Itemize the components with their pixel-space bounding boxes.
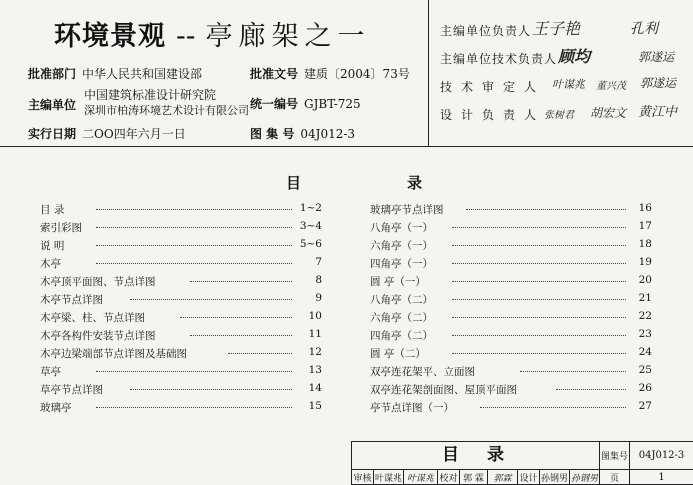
signature-name: 胡宏文 [590, 106, 627, 120]
toc-item [370, 400, 652, 418]
signature-row-tech-review [440, 72, 685, 98]
title-block-atlas-label: 图集号 [600, 442, 630, 470]
toc-item-page: 5~6 [299, 238, 322, 250]
toc-item-title: 木亭梁、柱、节点详图 [40, 312, 145, 324]
signature-role: 技术审定人 [440, 80, 546, 94]
impl-date-value: 二OO四年六月一日 [82, 127, 186, 141]
signature-name: 顾均 [558, 47, 591, 66]
toc-item-title: 八角亭（二） [370, 294, 433, 306]
signature-name: 黄江中 [638, 105, 678, 120]
check-signature: 郭霖 [488, 470, 518, 485]
impl-date-label: 实行日期 [28, 127, 77, 141]
toc-heading-right: 录 [407, 174, 423, 192]
check-label: 校对 [438, 470, 460, 485]
editor-unit-row [28, 88, 248, 120]
toc-item-title: 说 明 [40, 240, 65, 252]
approval-doc-label: 批准文号 [250, 67, 299, 81]
toc-item-page: 20 [638, 274, 652, 286]
signature-name: 叶谋兆 [552, 78, 585, 91]
design-name: 孙钢男 [540, 470, 570, 485]
toc-item-page: 9 [315, 292, 322, 304]
toc-item-page: 27 [638, 400, 652, 412]
toc-item-page: 21 [638, 292, 652, 304]
signature-role: 设计负责人 [440, 108, 546, 122]
title-main: 环境景观 [54, 21, 166, 52]
toc-item-page: 18 [638, 238, 652, 250]
toc-item-title: 玻璃亭 [40, 402, 72, 414]
header-info [28, 8, 428, 148]
atlas-no-label: 图 集 号 [250, 127, 295, 141]
review-label: 审核 [352, 470, 374, 485]
signature-name: 董兴茂 [596, 81, 626, 92]
toc-item-page: 7 [315, 256, 322, 268]
toc-item [40, 400, 322, 418]
toc-item-page: 19 [638, 256, 652, 268]
editor-unit-label: 主编单位 [28, 98, 77, 112]
review-signature: 叶谋兆 [404, 470, 438, 485]
unified-no-value: GJBT-725 [304, 97, 361, 111]
toc-item-title: 玻璃亭节点详图 [370, 204, 444, 216]
toc-item [370, 382, 652, 400]
toc-item-title: 六角亭（二） [370, 312, 433, 324]
toc-item [40, 220, 322, 238]
toc-item-page: 15 [308, 400, 322, 412]
toc-item-title: 圆 亭（二） [370, 348, 426, 360]
design-signature: 孙钢男 [570, 470, 600, 485]
toc-item [40, 256, 322, 274]
signature-name: 王子艳 [532, 19, 581, 38]
page-label: 页 [600, 470, 630, 485]
toc-item-title: 木亭边梁端部节点详图及基础图 [40, 348, 187, 360]
signature-row-chief-editor [440, 16, 685, 42]
header-divider-vertical [428, 0, 429, 146]
unified-no-label: 统一编号 [250, 97, 299, 111]
toc-item-title: 草亭节点详图 [40, 384, 103, 396]
header-divider-horizontal [0, 146, 693, 147]
toc-item [370, 328, 652, 346]
signature-name: 郭遂运 [638, 50, 675, 64]
toc-item-title: 目 录 [40, 204, 65, 216]
signature-role: 主编单位技术负责人 [440, 52, 558, 66]
toc-item-page: 25 [638, 364, 652, 376]
editor-unit-line2: 深圳市柏涛环境艺术设计有限公司 [84, 104, 249, 117]
signature-name: 孔利 [630, 21, 658, 37]
page-number: 1 [630, 470, 693, 485]
review-name: 叶谋兆 [374, 470, 404, 485]
page-title [54, 14, 371, 53]
toc-item [370, 256, 652, 274]
toc-item-title: 亭节点详图（一） [370, 402, 454, 414]
toc-item-page: 16 [638, 202, 652, 214]
impl-date-row [28, 125, 186, 142]
signature-row-design-lead [440, 100, 685, 126]
design-label: 设计 [518, 470, 540, 485]
toc-item-title: 四角亭（二） [370, 330, 433, 342]
toc-item [370, 364, 652, 382]
toc-item-page: 17 [638, 220, 652, 232]
title-separator: -- [176, 21, 196, 52]
toc-item-title: 四角亭（一） [370, 258, 433, 270]
toc-item-title: 双亭连花架平、立面图 [370, 366, 475, 378]
toc-item [370, 292, 652, 310]
toc-item [370, 202, 652, 220]
toc-item [40, 292, 322, 310]
toc-item [370, 274, 652, 292]
toc-item-title: 索引彩图 [40, 222, 82, 234]
toc-item-title: 圆 亭（一） [370, 276, 426, 288]
toc-heading-left: 目 [286, 174, 302, 192]
approval-dept-row [28, 65, 202, 82]
toc-item-page: 1~2 [299, 202, 322, 214]
title-block-atlas-no: 04J012-3 [630, 442, 693, 470]
toc-item [370, 220, 652, 238]
approval-doc-value: 建质〔2004〕73号 [304, 67, 410, 81]
toc-item [370, 346, 652, 364]
check-name: 郭 霖 [460, 470, 488, 485]
toc-item [40, 328, 322, 346]
toc-item-title: 八角亭（一） [370, 222, 433, 234]
signature-role: 主编单位负责人 [440, 24, 532, 38]
signature-name: 郭遂运 [640, 76, 677, 90]
approval-dept-value: 中华人民共和国建设部 [82, 67, 203, 81]
toc-item [40, 346, 322, 364]
toc-item [40, 364, 322, 382]
toc-item-page: 22 [638, 310, 652, 322]
toc-item [40, 310, 322, 328]
toc-item-title: 木亭节点详图 [40, 294, 103, 306]
title-block [351, 441, 693, 485]
signature-name: 张树君 [544, 110, 574, 121]
title-sub: 亭廊架之一 [205, 21, 371, 52]
unified-no-row [250, 95, 361, 112]
toc-item [40, 274, 322, 292]
editor-unit-line1: 中国建筑标准设计研究院 [84, 88, 217, 102]
toc-item-title: 木亭 [40, 258, 61, 270]
toc-item-page: 13 [308, 364, 322, 376]
toc-item-page: 8 [315, 274, 322, 286]
toc-item-page: 3~4 [299, 220, 322, 232]
toc-item-page: 12 [308, 346, 322, 358]
toc-item-page: 26 [638, 382, 652, 394]
toc-item [370, 238, 652, 256]
toc-item-page: 11 [308, 328, 322, 340]
toc-item-title: 双亭连花架剖面图、屋顶平面图 [370, 384, 517, 396]
signature-row-tech-lead [440, 44, 685, 70]
toc-item [40, 382, 322, 400]
atlas-no-value: 04J012-3 [300, 127, 356, 141]
toc-item-title: 六角亭（一） [370, 240, 433, 252]
toc-item-title: 草亭 [40, 366, 61, 378]
toc-item-page: 23 [638, 328, 652, 340]
atlas-no-row [250, 125, 355, 142]
approval-dept-label: 批准部门 [28, 67, 77, 81]
toc-item-page: 10 [308, 310, 322, 322]
toc-item [40, 202, 322, 220]
toc-item-title: 木亭顶平面图、节点详图 [40, 276, 156, 288]
toc-item [40, 238, 322, 256]
toc-item-page: 14 [308, 382, 322, 394]
approval-doc-row [250, 65, 410, 82]
toc-item [370, 310, 652, 328]
toc-item-page: 24 [638, 346, 652, 358]
toc-item-title: 木亭各构件安装节点详图 [40, 330, 156, 342]
title-block-title: 目录 [352, 442, 600, 470]
